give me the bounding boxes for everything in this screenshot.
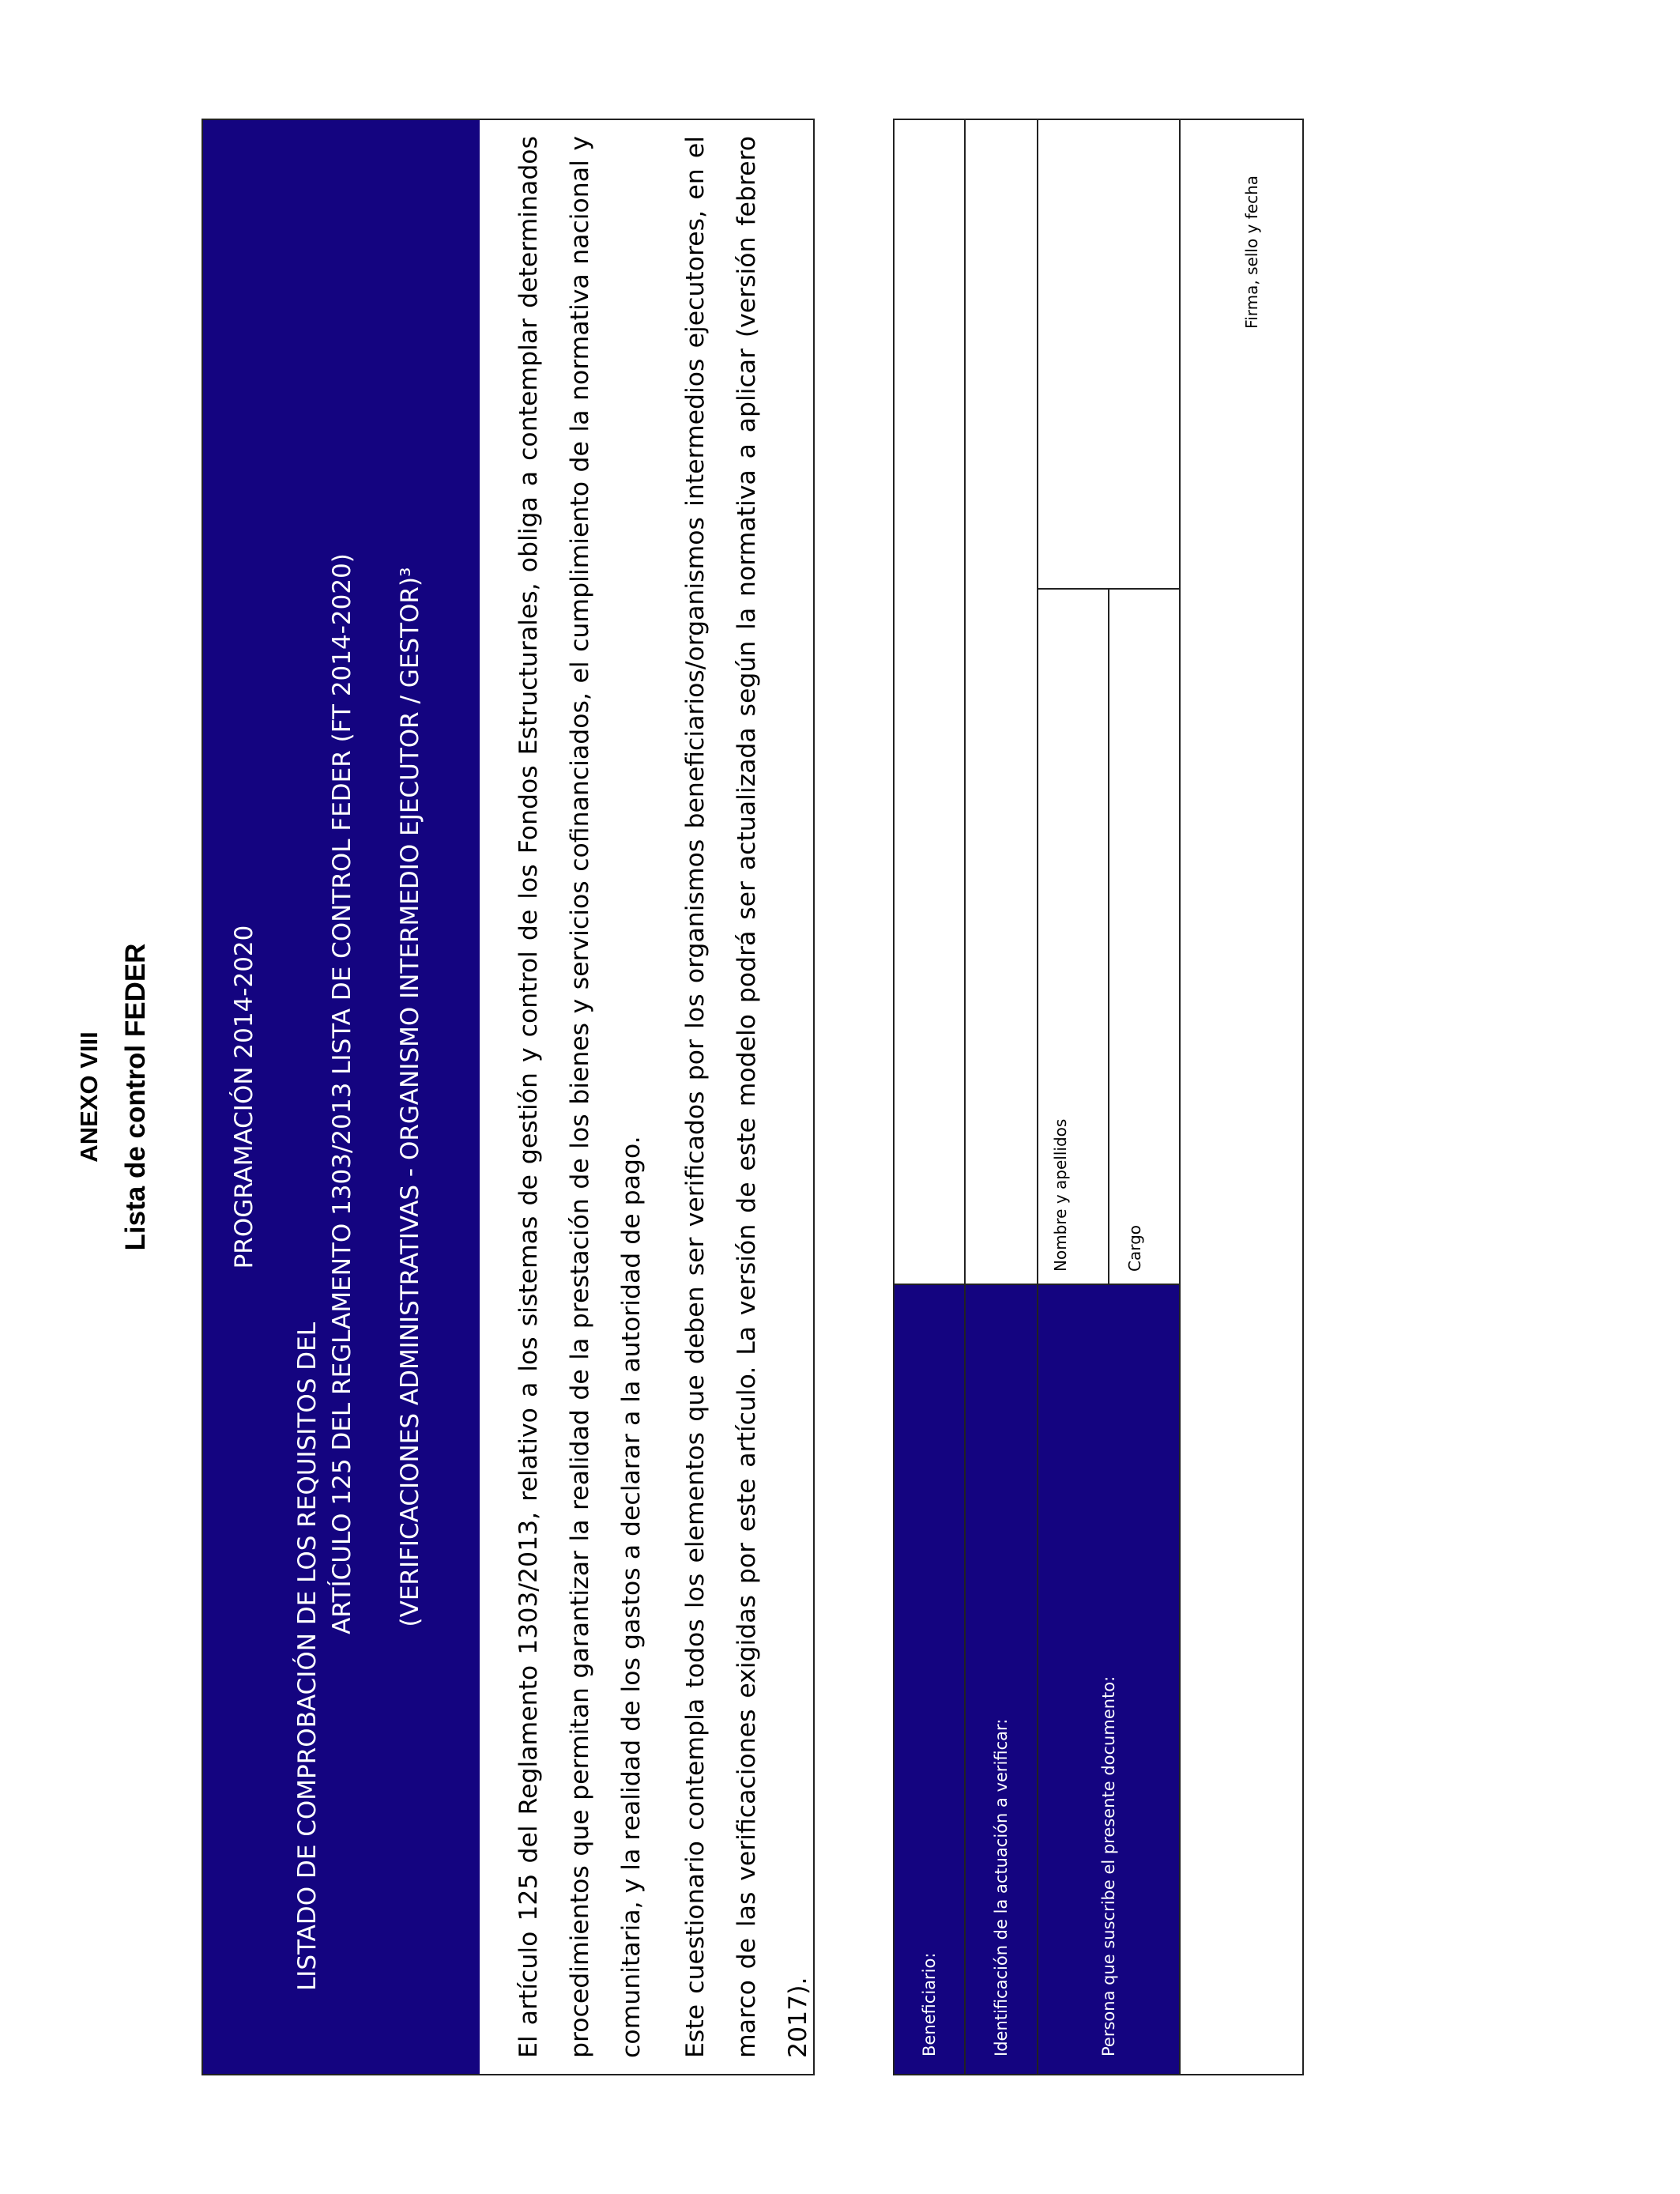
position-field[interactable]	[1109, 119, 1179, 1284]
row-divider	[1108, 588, 1109, 1284]
action-label: Identificación de la actuación a verificar:	[966, 1284, 1037, 2074]
programming-period: PROGRAMACIÓN 2014-2020	[230, 925, 258, 1269]
annex-heading: ANEXO VIII	[75, 1031, 103, 1163]
banner-line-3: (VERIFICACIONES ADMINISTRATIVAS - ORGANISMO INTERMEDIO EJECUTOR / GESTOR)³	[396, 567, 424, 1627]
identification-form	[893, 119, 1304, 2075]
action-field[interactable]	[966, 119, 1037, 1284]
title-banner	[203, 120, 480, 2074]
signer-label: Persona que suscribe el presente documento:	[1038, 1284, 1179, 2074]
banner-line-2: ARTÍCULO 125 DEL REGLAMENTO 1303/2013 LISTA DE CONTROL FEDER (FT 2014-2020)	[328, 553, 356, 1634]
intro-box	[202, 119, 815, 2075]
intro-paragraph-1: El artículo 125 del Reglamento 1303/2013, relativo a los sistemas de gestión y control de los Fondos Estructurales, obliga a contemplar determinados procedimientos que permitan garantizar la realidad de la prestación de los bienes y servicios cofinanciados, el cumplimiento de la normativa nacional y comunitaria, y la realidad de los gastos a declarar a la autoridad de pago.	[514, 136, 646, 2058]
intro-paragraph-2: Este cuestionario contempla todos los elementos que deben ser verificados por los organismos beneficiarios/organismos intermedios ejecutores, en el marco de las verificaciones exigidas por este artículo. La versión de este modelo podrá ser actualizada según la normativa a aplicar (versión febrero 2017).	[681, 136, 812, 2058]
intro-text	[480, 120, 815, 2074]
row-divider	[964, 119, 966, 2074]
beneficiary-label: Beneficiario:	[895, 1284, 964, 2074]
row-divider	[1179, 119, 1181, 2074]
signature-field[interactable]	[1181, 119, 1304, 2074]
name-label: Nombre y apellidos	[1051, 1118, 1070, 1272]
name-field[interactable]	[1038, 119, 1108, 1284]
column-divider	[895, 1284, 1181, 1285]
banner-line-1: LISTADO DE COMPROBACIÓN DE LOS REQUISITOS DEL	[293, 1321, 322, 1991]
document-title: Lista de control FEDER	[120, 943, 151, 1251]
signature-label: Firma, sello y fecha	[1242, 175, 1261, 329]
row-divider	[1037, 119, 1038, 2074]
beneficiary-field[interactable]	[895, 119, 964, 1284]
column-divider	[1037, 588, 1181, 590]
position-label: Cargo	[1125, 1224, 1144, 1272]
